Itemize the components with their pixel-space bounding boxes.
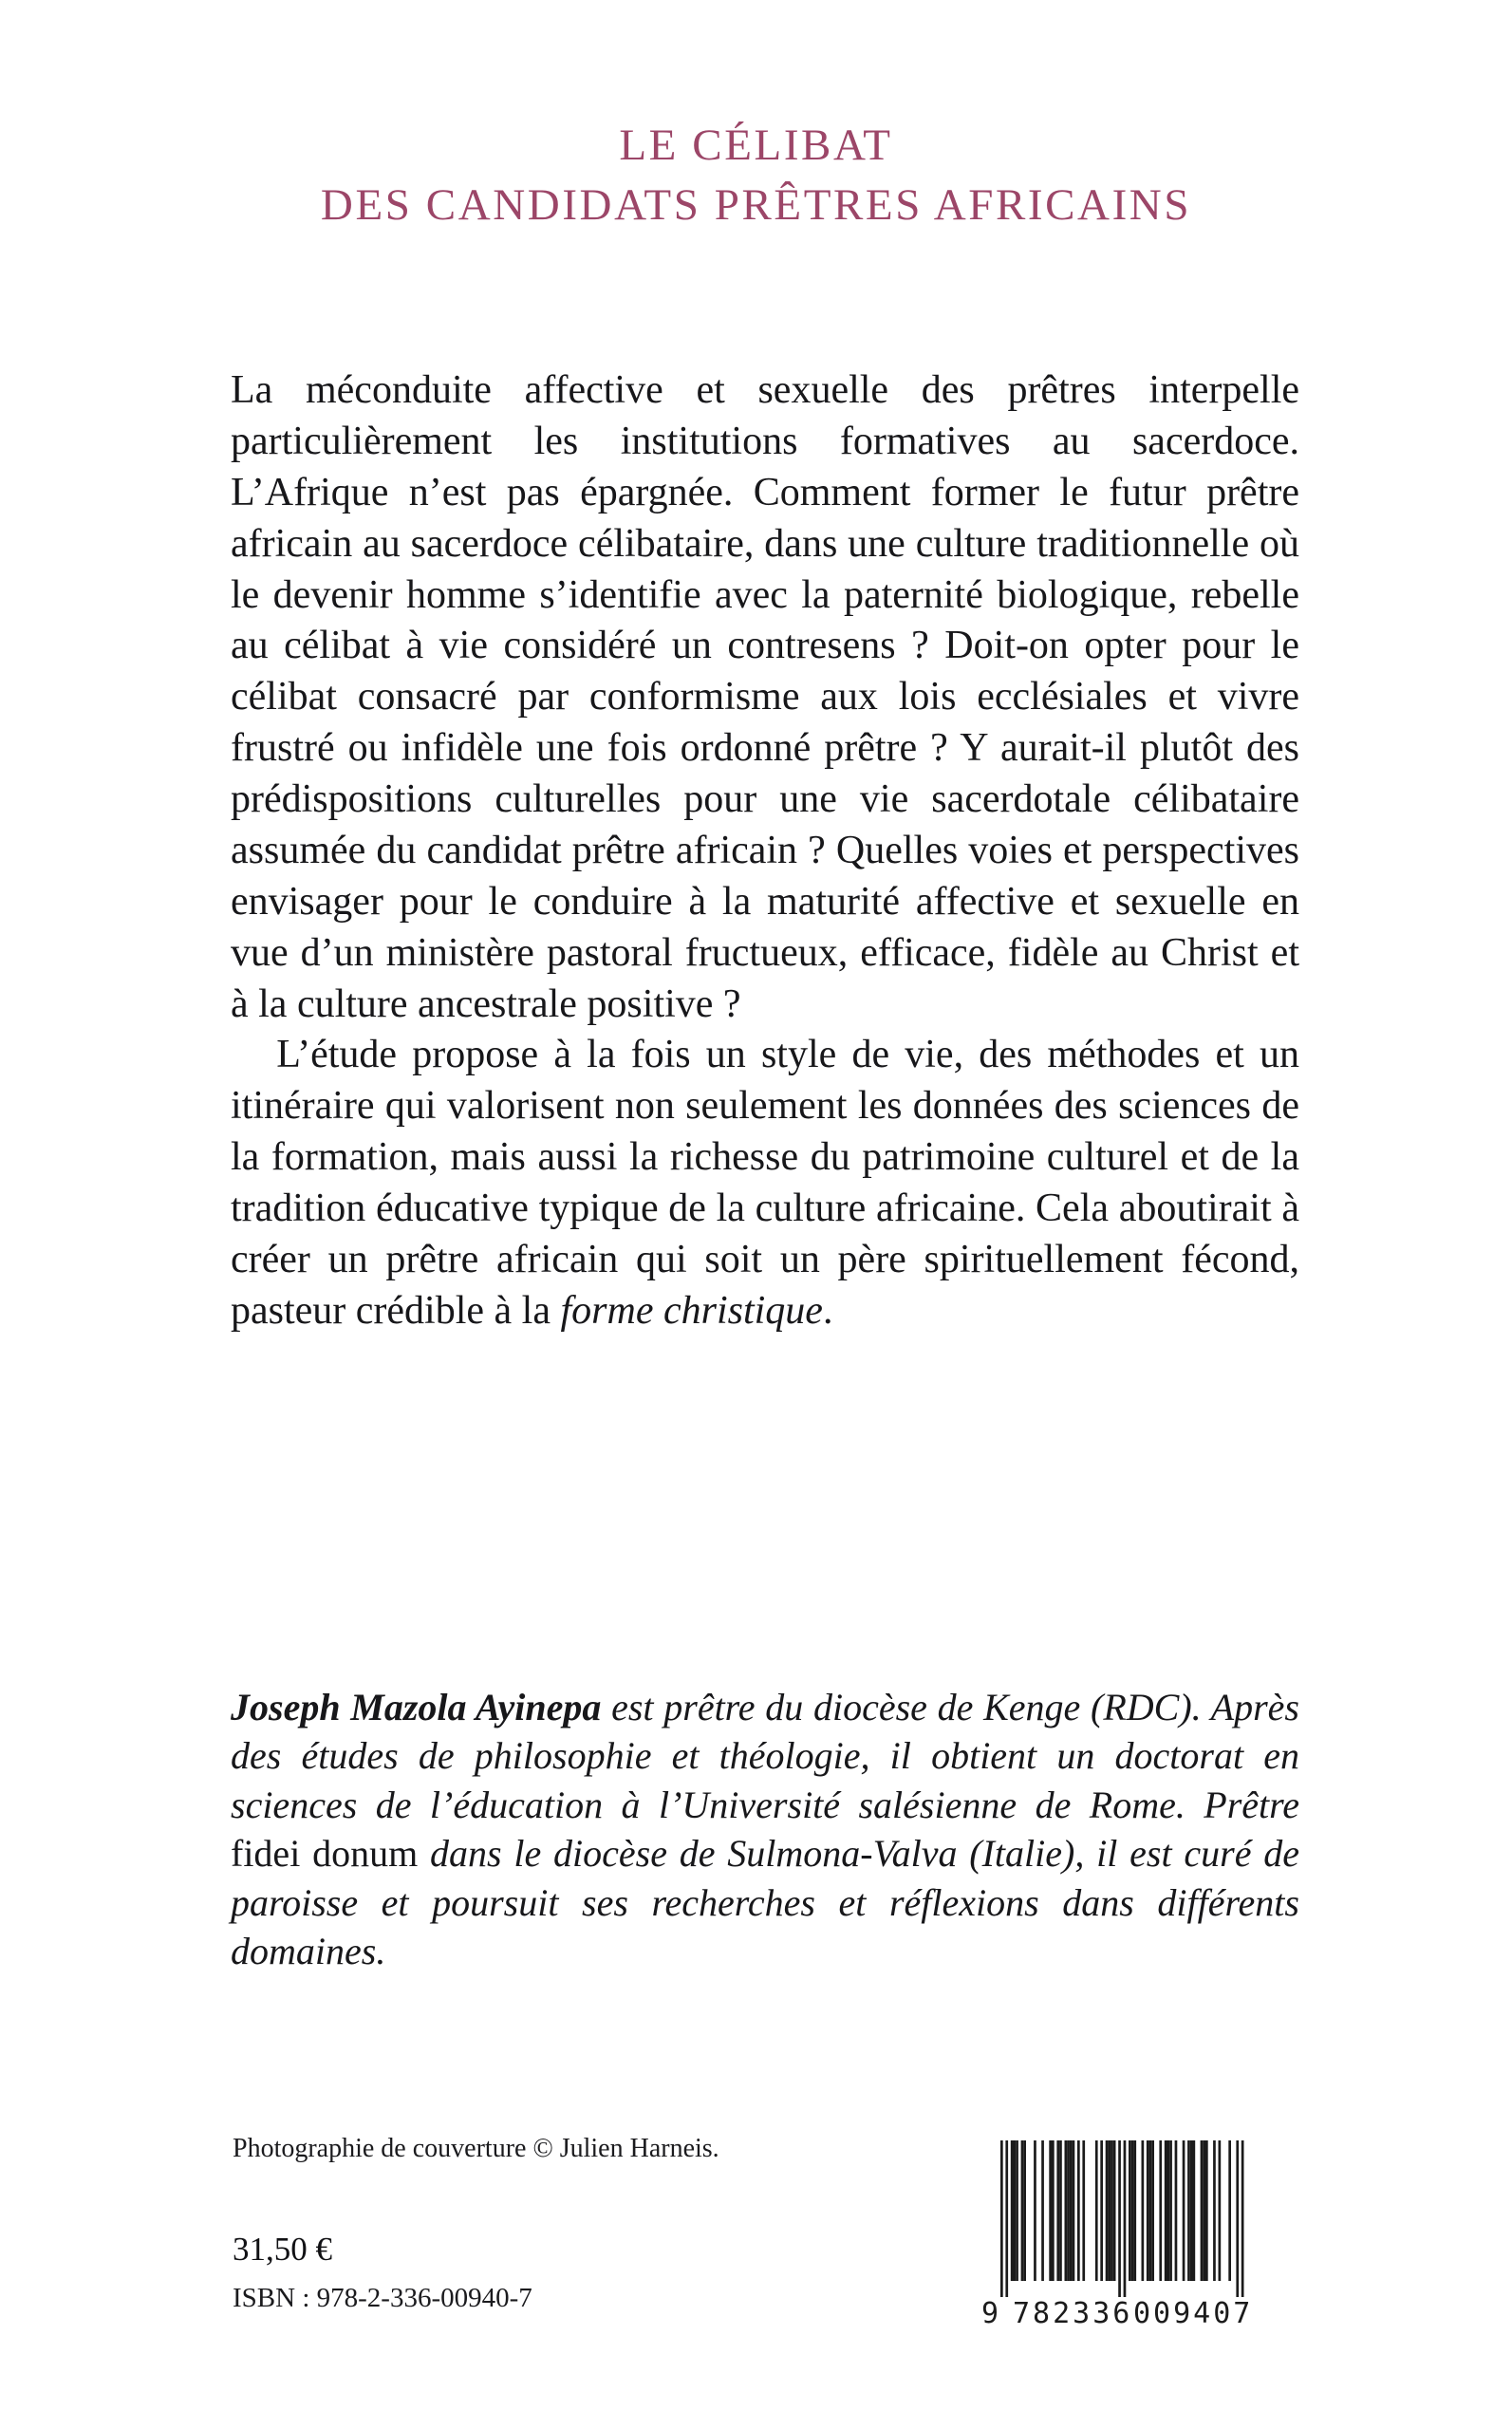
author-bio-text-1: est prêtre du diocèse de Kenge (RDC). Après des études de philosophie et théologie, il obtient un doctorat en sciences de l’éducation à l’Université salésienne de Rome. Prêtre xyxy=(231,1686,1299,1826)
barcode-graphic xyxy=(980,2133,1269,2332)
blurb-paragraph-2-tail: . xyxy=(822,1288,833,1333)
price-label: 31,50 € xyxy=(233,2231,332,2268)
barcode-digit-left: 9 xyxy=(981,2297,999,2330)
title-line-1: LE CÉLIBAT xyxy=(619,121,893,170)
blurb-paragraph-2 xyxy=(231,1030,1299,1336)
isbn-label: ISBN : 978-2-336-00940-7 xyxy=(233,2283,532,2313)
author-bio-paragraph xyxy=(231,1683,1299,1975)
barcode-digits-group-2: 009407 xyxy=(1133,2297,1254,2330)
title-line-2: DES CANDIDATS PRÊTRES AFRICAINS xyxy=(320,179,1192,230)
author-bio-text-2: dans le diocèse de Sulmona-Valva (Italie), il est curé de paroisse et poursuit ses recherches et réflexions dans différents domaines. xyxy=(231,1832,1300,1972)
author-bio-latin-term: fidei donum xyxy=(231,1832,419,1876)
author-name: Joseph Mazola Ayinepa xyxy=(231,1686,602,1728)
photo-credit: Photographie de couverture © Julien Harneis. xyxy=(233,2134,719,2163)
blurb-paragraph-2-lead: L’étude propose à la fois un style de vie, des méthodes et un itinéraire qui valorisent non seulement les données des sciences de la formation, mais aussi la richesse du patrimoine culturel et de la tradition éducative typique de la culture africaine. Cela aboutirait à créer un prêtre africain qui soit un père spirituellement fécond, pasteur crédible à la xyxy=(231,1033,1299,1333)
blurb-paragraph-1: La méconduite affective et sexuelle des prêtres interpelle particulièrement les institutions formatives au sacerdoce. L’Afrique n’est pas épargnée. Comment former le futur prêtre africain au sacerdoce célibataire, dans une culture traditionnelle où le devenir homme s’identifie avec la paternité biologique, rebelle au célibat à vie considéré un contresens ? Doit-on opter pour le célibat consacré par conformisme aux lois ecclésiales et vivre frustré ou infidèle une fois ordonné prêtre ? Y aurait-il plutôt des prédispositions culturelles pour une vie sacerdotale célibataire assumée du candidat prêtre africain ? Quelles voies et perspectives envisager pour le conduire à la maturité affective et sexuelle en vue d’un ministère pastoral fructueux, efficace, fidèle au Christ et à la culture ancestrale positive ? xyxy=(231,368,1299,1026)
blurb-text xyxy=(231,365,1299,1337)
ean13-barcode xyxy=(980,2133,1269,2332)
barcode-digits-group-1: 782336 xyxy=(1013,2297,1133,2330)
author-bio xyxy=(231,1683,1299,1975)
book-title xyxy=(0,116,1512,235)
blurb-emphasis-forme-christique: forme christique xyxy=(560,1288,823,1333)
